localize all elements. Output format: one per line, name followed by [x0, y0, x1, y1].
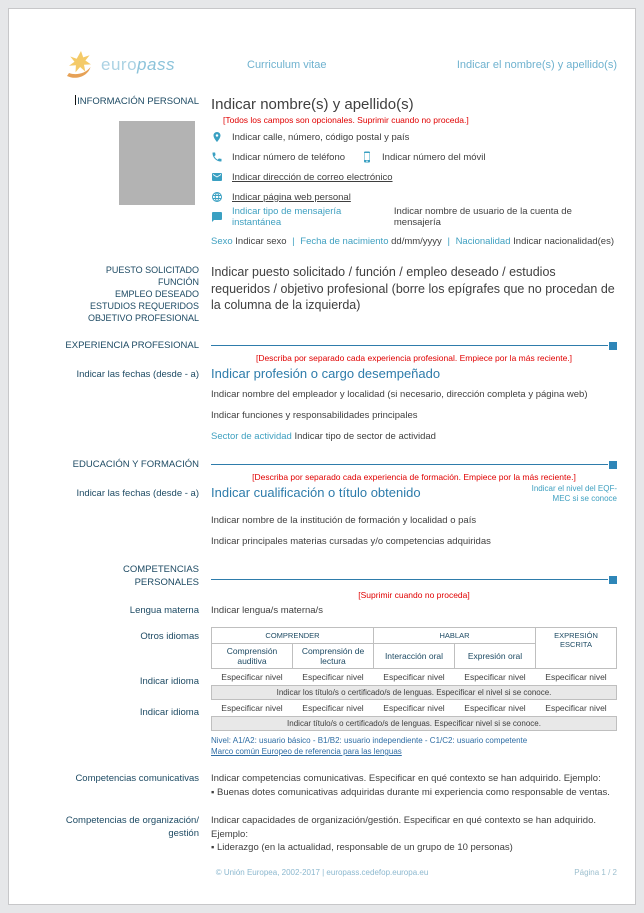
section-education	[44, 458, 625, 471]
col-header-reading: Comprensión de lectura	[293, 644, 374, 669]
section-personal-info	[44, 95, 625, 247]
chat-bubble-icon	[211, 211, 223, 223]
level-cell: Especificar nivel	[374, 669, 455, 686]
group-header-understanding: COMPRENDER	[212, 628, 374, 644]
experience-note: [Describa por separado cada experiencia profesional. Empiece por la más reciente.]	[255, 353, 573, 363]
level-cell: Especificar nivel	[374, 700, 455, 717]
education-institution: Indicar nombre de la institución de formación y localidad o país	[211, 515, 477, 526]
website-link[interactable]: Indicar página web personal	[232, 191, 351, 203]
nationality-label: Nacionalidad	[455, 236, 511, 247]
eqf-level-note: Indicar el nivel del EQF-MEC si se conoce	[531, 484, 617, 503]
email-link[interactable]: Indicar dirección de correo electrónico	[232, 171, 393, 183]
sector-label: Sector de actividad	[211, 431, 292, 442]
section-rule	[211, 339, 617, 352]
language-level-row	[212, 700, 617, 717]
separator: |	[447, 236, 450, 247]
page-number: Página 1 / 2	[574, 868, 617, 877]
rule-end-square	[609, 461, 617, 469]
education-entry	[44, 484, 625, 548]
language-row-label: Indicar idioma	[139, 707, 199, 718]
communication-skills-line2: ▪ Buenas dotes comunicativas adquiridas durante mi experiencia como responsable de ventas.	[211, 786, 610, 798]
job-label: PUESTO SOLICITADO	[105, 265, 199, 275]
email-envelope-icon	[211, 171, 223, 183]
level-cell: Especificar nivel	[212, 700, 293, 717]
certificate-note: Indicar título/s o certificado/s de lenguas. Especificar nivel si se conoce.	[212, 717, 617, 731]
location-pin-icon	[211, 131, 223, 143]
job-label: ESTUDIOS REQUERIDOS	[89, 301, 199, 311]
level-cell: Especificar nivel	[293, 669, 374, 686]
nationality-value: Indicar nacionalidad(es)	[513, 236, 615, 247]
education-note-row	[44, 471, 625, 482]
cv-name-title: Indicar nombre(s) y apellido(s)	[211, 96, 414, 113]
job-label: OBJETIVO PROFESIONAL	[87, 313, 199, 323]
birthdate-label: Fecha de nacimiento	[300, 236, 389, 247]
sex-birth-nationality-line	[211, 236, 617, 247]
experience-dates-label: Indicar las fechas (desde - a)	[76, 369, 199, 380]
cefr-link[interactable]: Marco común Europeo de referencia para las lenguas	[211, 747, 402, 756]
mother-tongue-row	[44, 604, 625, 617]
header-name-placeholder: Indicar el nombre(s) y apellido(s)	[456, 59, 617, 71]
education-note: [Describa por separado cada experiencia de formación. Empiece por la más reciente.]	[252, 472, 576, 482]
col-header-spoken-interaction: Interacción oral	[374, 644, 455, 669]
section-label-education: EDUCACIÓN Y FORMACIÓN	[72, 459, 199, 470]
section-job-applied-for	[44, 264, 625, 324]
other-languages-label: Otros idiomas	[140, 631, 199, 642]
section-label-personal: INFORMACIÓN PERSONAL	[77, 96, 199, 107]
certificate-row	[212, 717, 617, 731]
page-footer	[9, 868, 635, 880]
optional-fields-note: [Todos los campos son opcionales. Suprimir cuando no proceda.]	[223, 115, 469, 125]
experience-employer: Indicar nombre del empleador y localidad (si necesario, dirección completa y página web)	[211, 389, 588, 400]
language-level-row	[212, 669, 617, 686]
logo-text-euro: euro	[101, 55, 138, 74]
language-row-label: Indicar idioma	[139, 676, 199, 687]
organisational-skills-row	[44, 814, 625, 855]
rule-end-square	[609, 576, 617, 584]
organisational-skills-line1: Indicar capacidades de organización/gestión. Especificar en qué contexto se han adquirido. Ejemplo:	[211, 815, 597, 840]
sex-value: Indicar sexo	[235, 236, 287, 247]
section-work-experience	[44, 339, 625, 352]
col-header-listening: Comprensión auditiva	[212, 644, 293, 669]
sector-value: Indicar tipo de sector de actividad	[294, 431, 436, 442]
section-rule	[211, 573, 617, 586]
experience-note-row	[44, 352, 625, 363]
skills-note-row	[44, 589, 625, 600]
section-rule	[211, 458, 617, 471]
level-cell: Especificar nivel	[212, 669, 293, 686]
section-label-experience: EXPERIENCIA PROFESIONAL	[65, 340, 199, 351]
communication-skills-line1: Indicar competencias comunicativas. Especificar en qué contexto se han adquirido. Ejemplo:	[211, 773, 601, 784]
birthdate-value: dd/mm/yyyy	[391, 236, 442, 247]
education-dates-label: Indicar las fechas (desde - a)	[76, 488, 199, 499]
group-header-writing: EXPRESIÓN ESCRITA	[536, 628, 617, 669]
section-label-skills: COMPETENCIAS PERSONALES	[122, 564, 199, 588]
certificate-note: Indicar los título/s o certificado/s de lenguas. Especificar el nivel si se conoce.	[212, 686, 617, 700]
address-text: Indicar calle, número, código postal y país	[232, 131, 410, 143]
organisational-skills-line2: ▪ Liderazgo (en la actualidad, responsable de un grupo de 10 personas)	[211, 842, 513, 853]
other-languages-block	[44, 627, 625, 757]
mother-tongue-value: Indicar lengua/s materna/s	[211, 605, 323, 616]
group-header-speaking: HABLAR	[374, 628, 536, 644]
experience-title: Indicar profesión o cargo desempeñado	[211, 366, 441, 381]
photo-placeholder	[119, 121, 195, 205]
website-line	[211, 187, 617, 207]
page-header	[65, 51, 617, 79]
education-subjects: Indicar principales materias cursadas y/o competencias adquiridas	[211, 536, 491, 547]
sex-label: Sexo	[211, 236, 233, 247]
communication-skills-row	[44, 772, 625, 799]
im-account-text: Indicar nombre de usuario de la cuenta de mensajería	[393, 206, 572, 228]
rule-end-square	[609, 342, 617, 350]
certificate-row	[212, 686, 617, 700]
experience-duties: Indicar funciones y responsabilidades principales	[211, 410, 418, 421]
copyright-text: © Unión Europea, 2002-2017 | europass.cedefop.europa.eu	[215, 868, 429, 877]
job-label: FUNCIÓN	[158, 277, 199, 287]
cefr-level-note: Nivel: A1/A2: usuario básico - B1/B2: usuario independiente - C1/C2: usuario competente	[211, 736, 528, 745]
europass-star-icon	[65, 50, 101, 80]
skills-note: [Suprimir cuando no proceda]	[358, 590, 470, 600]
experience-entry	[44, 365, 625, 443]
text-cursor	[75, 95, 76, 105]
organisational-skills-label: Competencias de organización/ gestión	[65, 815, 199, 839]
separator: |	[292, 236, 295, 247]
language-skills-table	[211, 627, 617, 731]
level-cell: Especificar nivel	[536, 700, 617, 717]
cv-page	[8, 8, 636, 905]
mobile-phone-icon	[361, 151, 373, 163]
section-personal-skills	[44, 563, 625, 589]
level-cell: Especificar nivel	[455, 700, 536, 717]
phone-text: Indicar número de teléfono	[232, 151, 346, 163]
im-type-text: Indicar tipo de mensajería instantánea	[232, 206, 342, 228]
phone-icon	[211, 151, 223, 163]
europass-logo	[65, 50, 215, 80]
col-header-spoken-production: Expresión oral	[455, 644, 536, 669]
email-line	[211, 167, 617, 187]
level-cell: Especificar nivel	[293, 700, 374, 717]
level-cell: Especificar nivel	[455, 669, 536, 686]
document-type-label: Curriculum vitae	[247, 59, 327, 71]
mobile-text: Indicar número del móvil	[382, 151, 486, 163]
globe-web-icon	[211, 191, 223, 203]
communication-skills-label: Competencias comunicativas	[75, 773, 199, 784]
job-label: EMPLEO DESEADO	[114, 289, 199, 299]
messaging-line	[211, 207, 617, 227]
mother-tongue-label: Lengua materna	[129, 605, 199, 616]
level-cell: Especificar nivel	[536, 669, 617, 686]
job-section-labels	[44, 264, 199, 324]
logo-text-pass: pass	[137, 55, 175, 74]
education-title: Indicar cualificación o título obtenido	[211, 485, 421, 500]
phone-line	[211, 147, 617, 167]
job-objective-text: Indicar puesto solicitado / función / empleo deseado / estudios requeridos / objetivo profesional (borre los epígrafes que no procedan de la columna de la izquierda)	[211, 265, 615, 312]
experience-sector-line	[211, 430, 617, 443]
address-line	[211, 127, 617, 147]
table-group-header-row	[212, 628, 617, 644]
